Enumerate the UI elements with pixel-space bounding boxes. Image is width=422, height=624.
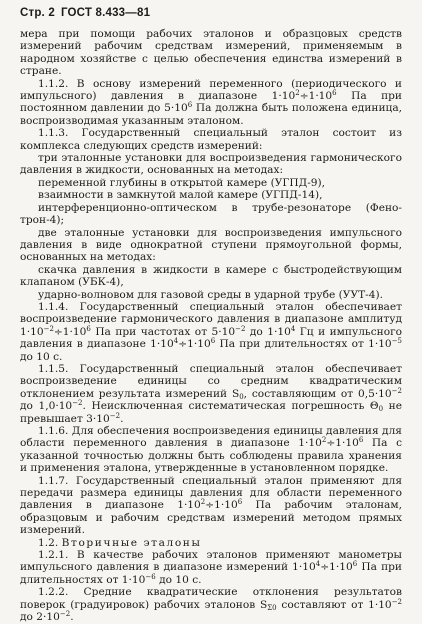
list-item: переменной глубины в открытой камере (УГПД-9), [38,176,326,189]
section-heading-1-2: 1.2. Вторичные эталоны [38,536,202,549]
standard-code: ГОСТ 8.433—81 [60,7,151,19]
paragraph: две эталонные установки для воспроизведения импульсного давления в виде однократной ступени прямоугольной формы, основанных на методах: [20,226,402,264]
page-header [20,7,150,19]
page-number: Стр. 2 [20,7,55,19]
paragraph-1-1-5: 1.1.5. Государственный специальный эталон обеспечивает воспроизведение единицы со средним квадратическим отклонением результата измерений $S_0$, составляющим от $0,5\cdot 10^{-2}$ до $1,0\cdot 10^{-2}$. Неисключенная систематическая погрешность $\Theta_0$ не превышает $3\cdot 10^{-2}$. [20,362,403,425]
paragraph-1-1-3: 1.1.3. Государственный специальный эталон состоит из комплекса следующих средств измерений: [20,127,402,152]
paragraph-1-1-2: 1.1.2. В основу измерений переменного (периодического и импульсного) давления в диапазоне $1\cdot 10^2\div 1\cdot 10^6$ Па при постоянном давлении до $5\cdot 10^6$ Па должна быть положена единица, воспроизводимая указанным эталоном. [20,77,403,127]
paragraph-1-2-1: 1.2.1. В качестве рабочих эталонов применяют манометры импульсного давления в диапазоне измерений $1\cdot 10^4\div 1\cdot 10^6$ Па при длительностях от $1\cdot 10^{-6}$ до 10 с. [20,549,402,586]
list-item: взаимности в замкнутой малой камере (УГПД-14), [38,189,323,202]
list-item: скачка давления в жидкости в камере с быстродействующим клапаном (УБК-4), [20,263,402,289]
document-body [20,28,402,624]
list-item: интерференционно-оптическом в трубе-резонаторе (Фено- [38,201,402,214]
paragraph: три эталонные установки для воспроизведения гармонического давления в жидкости, основанных на методах: [20,152,402,177]
paragraph-1-1-7: 1.1.7. Государственный специальный эталон применяют для передачи размера единицы давления для области переменного давления в диапазоне $1\cdot 10^2\div 1\cdot 10^6$ Па рабочим эталонам, образцовым и рабочим средствам измерений методом прямых измерений. [20,474,402,537]
paragraph: мера при помощи рабочих эталонов и образцовых средств измерений рабочим средствам измерений, применяемым в народном хозяйстве с целью обеспечения единства измерений в стране. [20,28,402,78]
list-item-continuation: трон-4); [20,214,65,227]
list-item: ударно-волновом для газовой среды в ударной трубе (УУТ-4). [38,288,384,301]
paragraph-1-2-2: 1.2.2. Средние квадратические отклонения результатов поверок (градуировок) рабочих эталонов $S_{\Sigma 0}$ составляют от $1\cdot 10^{-2}$ до $2\cdot 10^{-2}$. [20,586,403,624]
paragraph-1-1-4: 1.1.4. Государственный специальный эталон обеспечивает воспроизведение гармонического давления в диапазоне амплитуд $1\cdot 10^{-2}\div 1\cdot 10^6$ Па при частотах от $5\cdot 10^{-2}$ до $1\cdot 10^4$ Гц и импульсного давления в диапазоне $1\cdot 10^4\div 1\cdot 10^6$ Па при длительностях от $1\cdot 10^{-5}$ до 10 с. [20,300,403,363]
paragraph-1-1-6: 1.1.6. Для обеспечения воспроизведения единицы давления для области переменного давления в диапазоне $1\cdot 10^2\div 1\cdot 10^6$ Па с указанной точностью должны быть соблюдены правила хранения и применения эталона, утвержденные в установленном порядке. [20,425,402,475]
